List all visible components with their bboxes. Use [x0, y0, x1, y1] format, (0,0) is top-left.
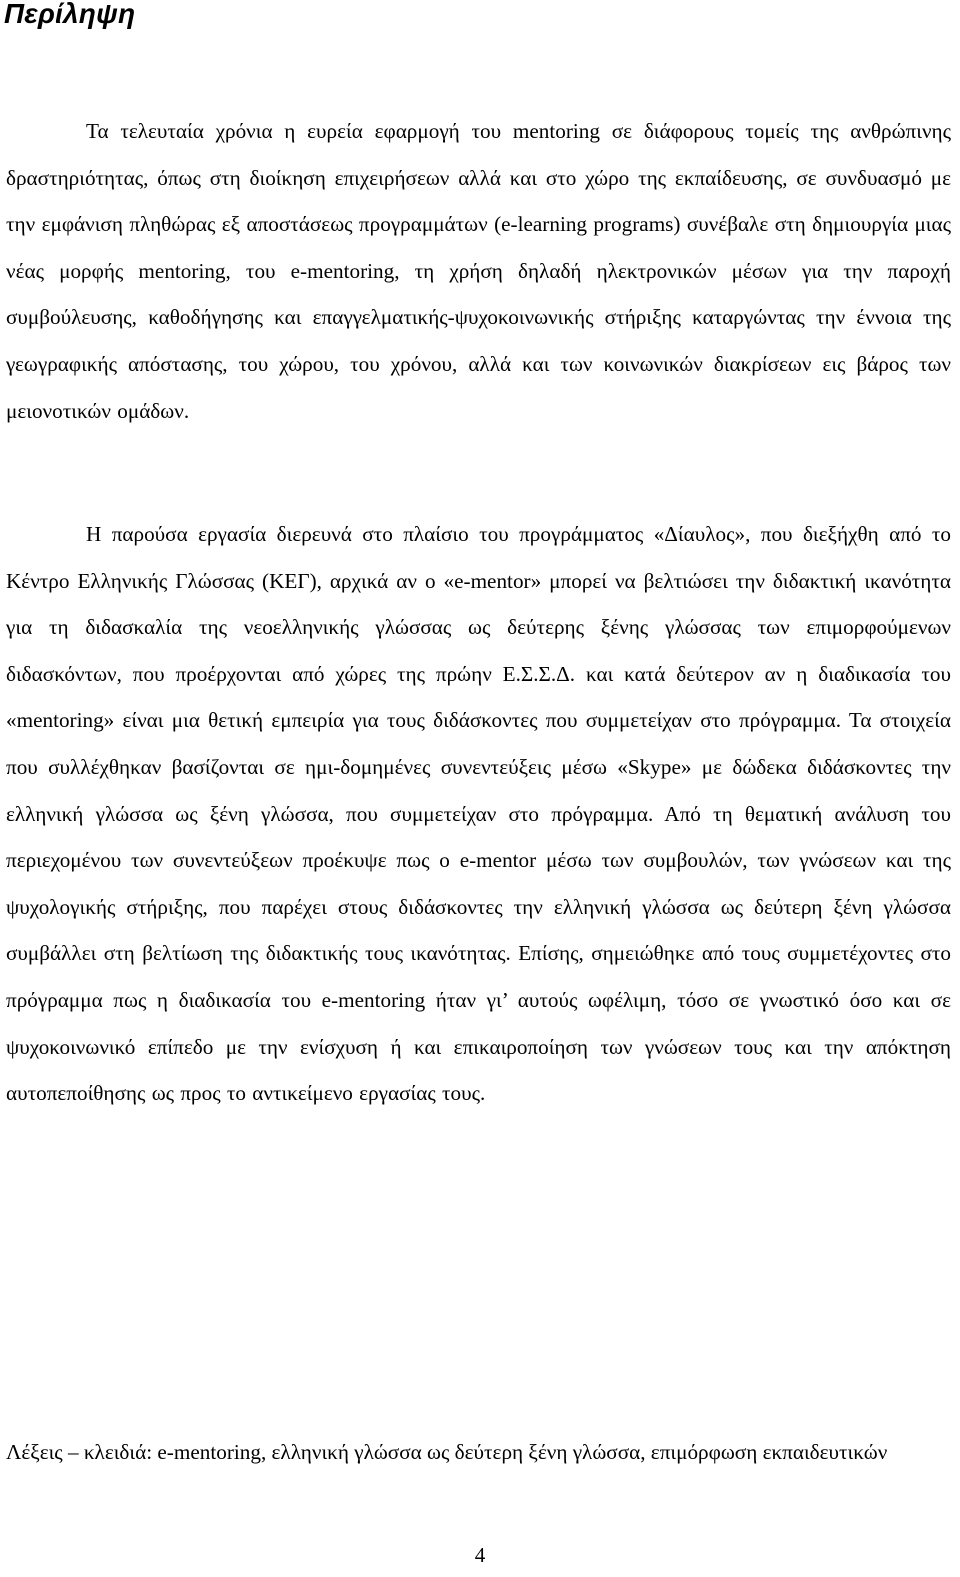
keywords-line: Λέξεις – κλειδιά: e-mentoring, ελληνική γλώσσα ως δεύτερη ξένη γλώσσα, επιμόρφωση εκπαιδευτικών	[6, 1440, 888, 1464]
abstract-paragraph-1: Τα τελευταία χρόνια η ευρεία εφαρμογή του mentoring σε διάφορους τομείς της ανθρώπινης δραστηριότητας, όπως στη διοίκηση επιχειρήσεων αλλά και στο χώρο της εκπαίδευσης, σε συνδυασμό με την εμφάνιση πληθώρας εξ αποστάσεως προγραμμάτων (e-learning programs) συνέβαλε στη δημιουργία μιας νέας μορφής mentoring, του e-mentoring, τη χρήση δηλαδή ηλεκτρονικών μέσων για την παροχή συμβούλευσης, καθοδήγησης και επαγγελματικής-ψυχοκοινωνικής στήριξης καταργώντας την έννοια της γεωγραφικής απόστασης, του χώρου, του χρόνου, αλλά και των κοινωνικών διακρίσεων εις βάρος των μειονοτικών ομάδων.	[6, 119, 951, 423]
page-title: Περίληψη	[4, 0, 136, 29]
page-number: 4	[474, 1543, 486, 1567]
abstract-paragraph-2: Η παρούσα εργασία διερευνά στο πλαίσιο του προγράμματος «Δίαυλος», που διεξήχθη από το Κέντρο Ελληνικής Γλώσσας (ΚΕΓ), αρχικά αν ο «e-mentor» μπορεί να βελτιώσει την διδακτική ικανότητα για τη διδασκαλία της νεοελληνικής γλώσσας ως δεύτερης ξένης γλώσσας των επιμορφούμενων διδασκόντων, που προέρχονται από χώρες της πρώην Ε.Σ.Σ.Δ. και κατά δεύτερον αν η διαδικασία του «mentoring» είναι μια θετική εμπειρία για τους διδάσκοντες που συμμετείχαν στο πρόγραμμα. Τα στοιχεία που συλλέχθηκαν βασίζονται σε ημι-δομημένες συνεντεύξεις μέσω «Skype» με δώδεκα διδάσκοντες την ελληνική γλώσσα ως ξένη γλώσσα, που συμμετείχαν στο πρόγραμμα. Από τη θεματική ανάλυση του περιεχομένου των συνεντεύξεων προέκυψε πως ο e-mentor μέσω των συμβουλών, των γνώσεων και της ψυχολογικής στήριξης, που παρέχει στους διδάσκοντες την ελληνική γλώσσα ως δεύτερη ξένη γλώσσα συμβάλλει στη βελτίωση της διδακτικής τους ικανότητας. Επίσης, σημειώθηκε από τους συμμετέχοντες στο πρόγραμμα πως η διαδικασία του e-mentoring ήταν γι’ αυτούς ωφέλιμη, τόσο σε γνωστικό όσο και σε ψυχοκοινωνικό επίπεδο με την ενίσχυση ή και επικαιροποίηση των γνώσεων τους και την απόκτηση αυτοπεποίθησης ως προς το αντικείμενο εργασίας τους.	[6, 522, 951, 1106]
